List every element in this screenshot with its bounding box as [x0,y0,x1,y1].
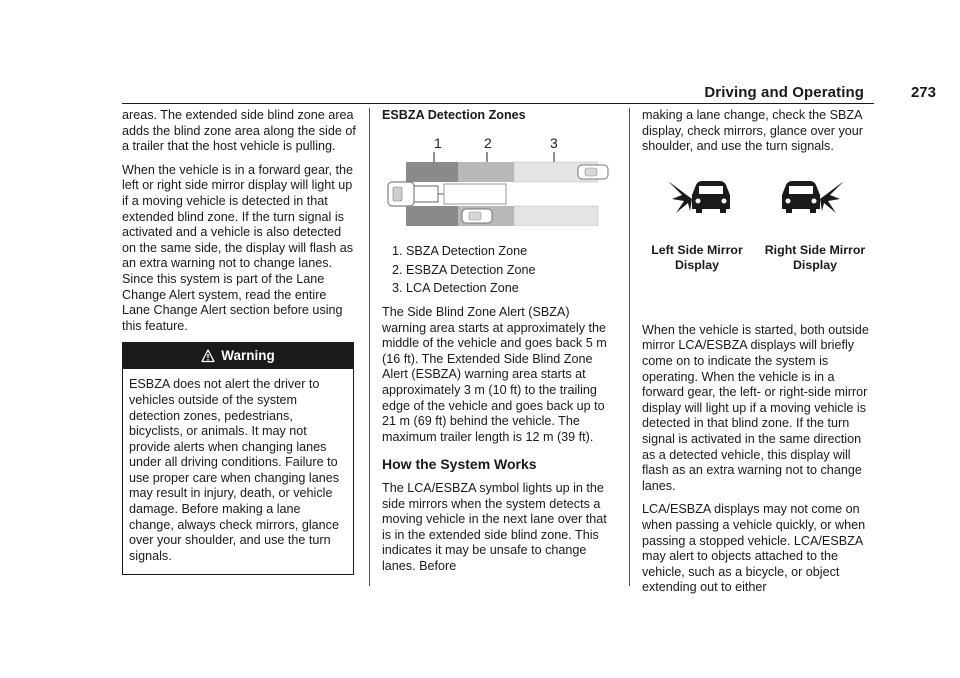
esbza-zone-left [458,162,514,182]
host-vehicle-with-trailer-icon [388,182,506,206]
list-item: 3. LCA Detection Zone [392,281,519,296]
page-number: 273 [910,84,936,101]
paragraph: When the vehicle is in a forward gear, the left or right side mirror display will light up if a moving vehicle is detected in that extended blind zone. If the turn signal is activated and a vehicle is also detected on the same side, the display will flash as an extra warning not to change lanes. Since this system is part of the Lane Change Alert system, read the entire Lane Change Alert section before using this feature. [122,162,354,333]
column-1 [122,108,356,575]
paragraph: areas. The extended side blind zone area adds the blind zone area along the side of a trailer that the host vehicle is pulling. [122,108,356,154]
paragraph: The LCA/ESBZA symbol lights up in the side mirrors when the system detects a moving vehicle in the next lane over that is in the extended side blind zone. This indicates it may be unsafe to change lanes. Before [382,480,607,573]
left-mirror-warning-icon [662,173,732,221]
zone-number-2: 2 [484,134,492,151]
zone-number-3: 3 [550,134,558,151]
mirror-display-icons [642,173,876,323]
adjacent-vehicle-icon [462,209,492,223]
zone-list [382,244,616,297]
sbza-zone-right [406,206,458,226]
paragraph: When the vehicle is started, both outside mirror LCA/ESBZA displays will briefly come on to indicate the system is operating. When the vehicle is in a forward gear, the left- or right-side mirror display will light up if a moving vehicle is detected in that blind zone. If the turn signal is activated in the same direction as a detected vehicle, this display will flash as an extra warning not to change lanes. [642,322,869,493]
warning-triangle-icon [201,349,215,363]
paragraph: The Side Blind Zone Alert (SBZA) warning area starts at approximately the middle of the vehicle and goes back 5 m (16 ft). The Extended Side Blind Zone Alert (ESBZA) warning area starts at approximately 3 m (10 ft) to the trailing edge of the vehicle and goes back up to 21 m (69 ft) behind the vehicle. The maximum trailer length is 12 m (39 ft). [382,304,607,444]
label-line: Left Side Mirror [651,243,743,258]
diagram-title: ESBZA Detection Zones [382,108,526,122]
list-item: 1. SBZA Detection Zone [392,244,528,259]
right-mirror-warning-icon [780,173,850,221]
label-line: Right Side Mirror [764,243,866,258]
warning-title: Warning [221,348,275,364]
detection-zones-diagram [382,134,616,231]
section-heading: How the System Works [382,456,537,473]
right-mirror-display [760,173,870,274]
warning-box [122,342,354,575]
list-item: 2. ESBZA Detection Zone [392,262,536,277]
sbza-zone-left [406,162,458,182]
section-title: Driving and Operating [704,84,864,101]
paragraph: making a lane change, check the SBZA display, check mirrors, glance over your shoulder, and use the turn signals. [642,108,863,154]
column-2 [382,108,616,582]
adjacent-vehicle-icon [578,165,608,179]
page-header [0,0,960,110]
header-rule [122,103,874,104]
lca-zone-right [514,206,598,226]
column-divider [629,108,630,586]
label-line: Display [792,258,838,273]
warning-header [123,343,353,369]
column-divider [369,108,370,586]
label-line: Display [674,258,720,273]
icon-label [760,243,870,273]
column-3 [642,108,876,604]
zone-number-1: 1 [434,134,442,151]
paragraph: LCA/ESBZA displays may not come on when passing a vehicle quickly, or when passing a stopped vehicle. LCA/ESBZA may alert to objects attached to the vehicle, such as a bicycle, or object extending out to either [642,502,866,595]
icon-label [642,243,752,273]
warning-body: ESBZA does not alert the driver to vehicles outside of the system detection zones, pedestrians, bicyclists, or animals. It may not provide alerts when changing lanes under all driving conditions. Failure to use proper care when changing lanes may result in injury, death, or vehicle damage. Before making a lane change, always check mirrors, glance over your shoulder, and use the turn signals. [129,377,340,563]
left-mirror-display [642,173,752,274]
